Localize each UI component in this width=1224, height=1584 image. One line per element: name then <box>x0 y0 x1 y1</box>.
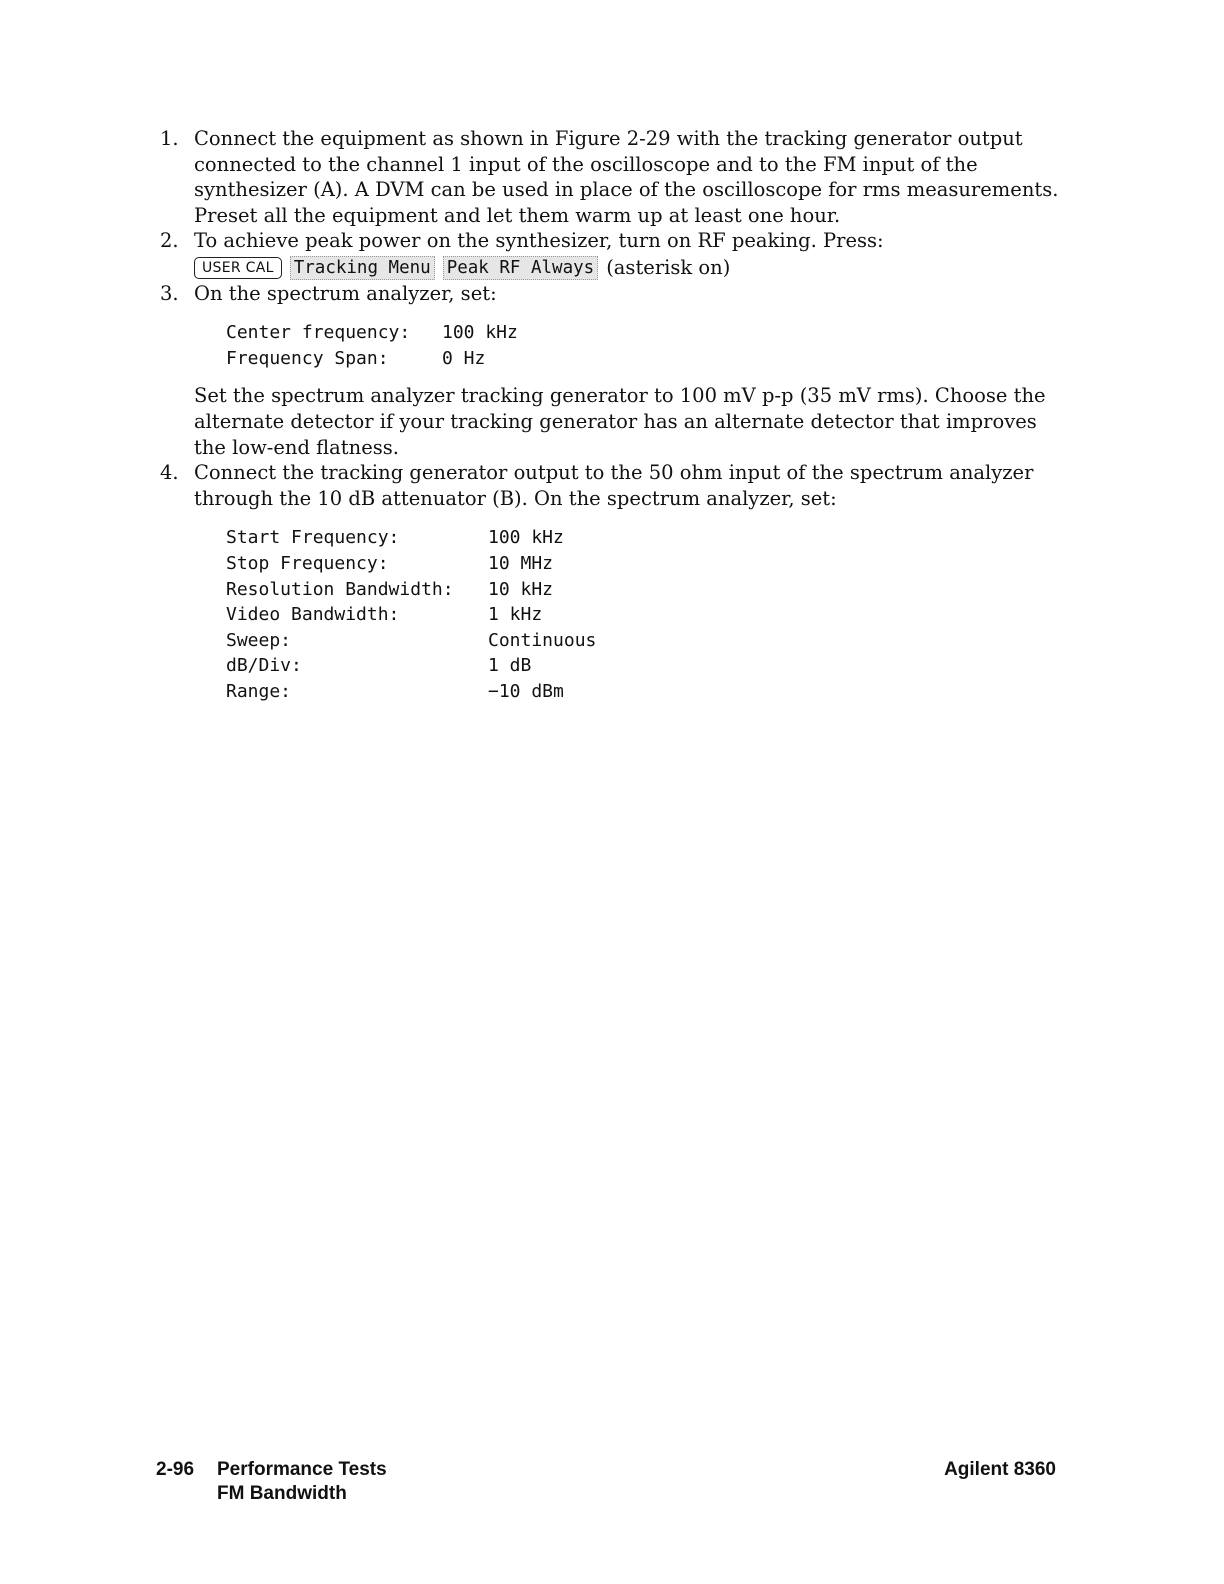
setting-value: 10 MHz <box>488 552 554 574</box>
step-3 <box>160 281 1060 461</box>
step-4 <box>160 460 1060 704</box>
section-title: Performance Tests <box>217 1459 387 1480</box>
step-text: Connect the equipment as shown in Figure 2-29 with the tracking generator output connected to the channel 1 input of the oscilloscope and to the FM input of the synthesizer (A). A DVM can be used in place of the oscilloscope for rms measurements. Preset all the equipment and let them warm up at least one hour. <box>194 127 1059 227</box>
settings-table <box>226 525 1060 704</box>
setting-value: 10 kHz <box>488 578 554 600</box>
setting-value: 100 kHz <box>488 527 564 549</box>
setting-label: Start Frequency: <box>226 527 400 549</box>
subsection-title: FM Bandwidth <box>217 1483 347 1504</box>
setting-value: 1 kHz <box>488 604 543 626</box>
setting-row <box>226 320 1060 346</box>
setting-row <box>226 525 1060 551</box>
setting-value: Continuous <box>488 629 597 651</box>
user-cal-hardkey: USER CAL <box>194 257 282 279</box>
step-text: To achieve peak power on the synthesizer, turn on RF peaking. Press: <box>194 229 884 253</box>
setting-value: 100 kHz <box>442 322 518 344</box>
step-text: Connect the tracking generator output to the 50 ohm input of the spectrum analyzer through the 10 dB attenuator (B). On the spectrum analyzer, set: <box>194 461 1034 510</box>
step-number: 3. <box>160 281 179 305</box>
setting-row <box>226 679 1060 705</box>
footer-left <box>156 1458 387 1506</box>
setting-label: Center frequency: <box>226 322 411 344</box>
setting-row <box>226 653 1060 679</box>
setting-row <box>226 346 1060 372</box>
setting-row <box>226 577 1060 603</box>
setting-row <box>226 628 1060 654</box>
settings-table <box>226 320 1060 371</box>
setting-value: 1 dB <box>488 655 532 677</box>
page-number: 2-96 <box>156 1459 195 1480</box>
setting-label: Frequency Span: <box>226 347 389 369</box>
product-name: Agilent 8360 <box>944 1459 1056 1480</box>
setting-value: −10 dBm <box>488 680 564 702</box>
setting-label: Stop Frequency: <box>226 552 389 574</box>
setting-label: Resolution Bandwidth: <box>226 578 454 600</box>
setting-row <box>226 602 1060 628</box>
setting-row <box>226 551 1060 577</box>
step-number: 4. <box>160 461 179 485</box>
step-number: 1. <box>160 127 179 150</box>
setting-label: Sweep: <box>226 629 292 651</box>
peak-rf-always-softkey: Peak RF Always <box>443 256 599 280</box>
step-2 <box>160 228 1060 280</box>
step-1 <box>160 126 1060 228</box>
key-note: (asterisk on) <box>606 255 731 279</box>
procedure-steps <box>160 126 1060 716</box>
setting-label: dB/Div: <box>226 655 302 677</box>
step-followup-text: Set the spectrum analyzer tracking generator to 100 mV p-p (35 mV rms). Choose the alternate detector if your tracking generator has an alternate detector that improves the low-end flatness. <box>194 384 1046 459</box>
step-number: 2. <box>160 229 179 253</box>
key-sequence <box>194 255 1060 281</box>
setting-label: Video Bandwidth: <box>226 604 400 626</box>
tracking-menu-softkey: Tracking Menu <box>290 256 435 280</box>
step-text: On the spectrum analyzer, set: <box>194 281 497 305</box>
setting-value: 0 Hz <box>442 347 486 369</box>
setting-label: Range: <box>226 680 292 702</box>
